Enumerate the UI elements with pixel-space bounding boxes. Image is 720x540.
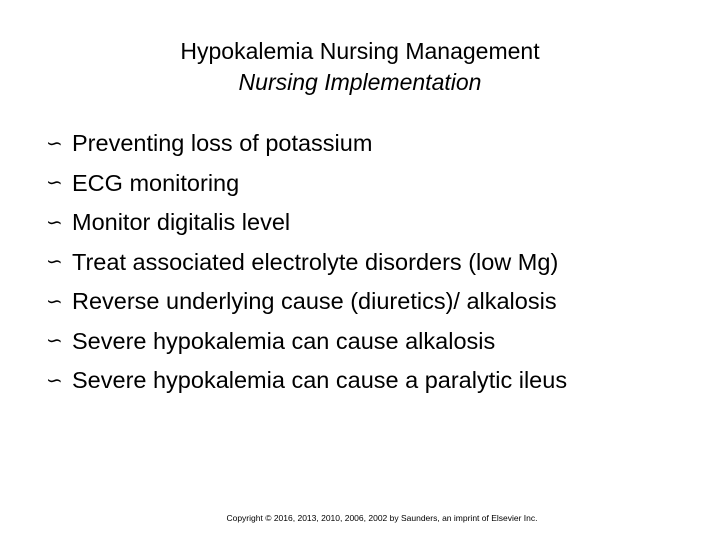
bullet-item [46,203,567,243]
bullet-item [46,164,567,204]
wave-icon: ∽ [46,369,63,392]
wave-icon: ∽ [46,330,63,353]
slide-title-block [0,36,720,98]
slide-title: Hypokalemia Nursing Management [180,38,540,64]
bullet-list [46,124,567,401]
bullet-text: ECG monitoring [72,169,240,196]
bullet-text: Severe hypokalemia can cause a paralytic ileus [72,367,568,394]
wave-icon: ∽ [46,172,63,195]
copyright-footer: Copyright © 2016, 2013, 2010, 2006, 2002 by Saunders, an imprint of Elsevier Inc. [226,513,538,523]
wave-icon: ∽ [46,211,63,234]
bullet-text: Preventing loss of potassium [72,130,373,157]
bullet-text: Treat associated electrolyte disorders (low Mg) [72,248,559,275]
wave-icon: ∽ [46,251,63,274]
bullet-item [46,322,567,362]
bullet-item [46,282,567,322]
bullet-text: Severe hypokalemia can cause alkalosis [72,327,496,354]
wave-icon: ∽ [46,132,63,155]
bullet-item [46,243,567,283]
bullet-item [46,361,567,401]
bullet-text: Reverse underlying cause (diuretics)/ alkalosis [72,288,557,315]
bullet-text: Monitor digitalis level [72,209,291,236]
slide-subtitle: Nursing Implementation [238,69,482,95]
wave-icon: ∽ [46,290,63,313]
bullet-item [46,124,567,164]
